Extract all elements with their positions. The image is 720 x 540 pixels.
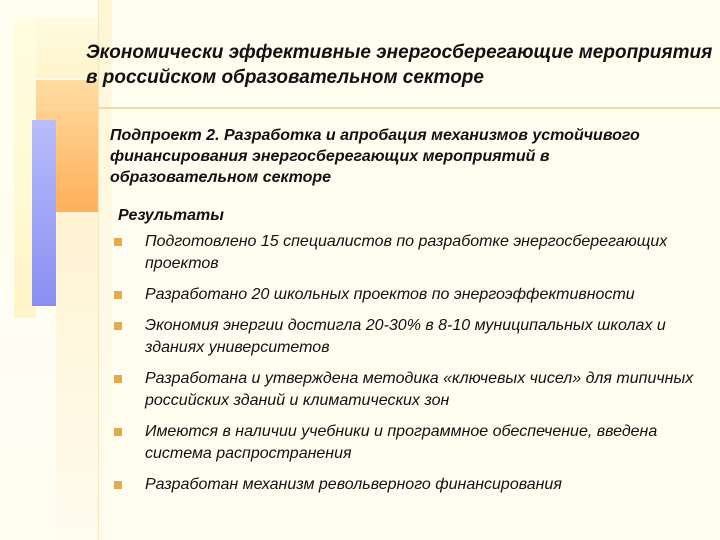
list-item-text: Имеются в наличии учебники и программное обеспечение, введена система распространения — [145, 423, 658, 462]
square-bullet-icon — [114, 481, 122, 489]
decorative-blue-bar — [32, 120, 56, 306]
list-item — [112, 368, 712, 412]
list-item — [112, 231, 712, 275]
list-item-text: Разработан механизм револьверного финансирования — [145, 476, 562, 493]
slide-title: Экономически эффективные энергосберегающие мероприятия в российском образовательном секторе — [86, 42, 713, 88]
results-list — [112, 231, 712, 505]
square-bullet-icon — [114, 238, 122, 246]
results-heading: Результаты — [118, 207, 224, 224]
square-bullet-icon — [114, 375, 122, 383]
slide-subtitle: Подпроект 2. Разработка и апробация механизмов устойчивого финансирования энергосберегающих мероприятий в образовательном секторе — [110, 127, 640, 186]
list-item — [112, 474, 712, 496]
list-item-text: Подготовлено 15 специалистов по разработке энергосберегающих проектов — [145, 233, 668, 272]
list-item-text: Экономия энергии достигла 20-30% в 8-10 муниципальных школах и зданиях университетов — [145, 317, 666, 356]
decorative-bar — [0, 300, 56, 540]
list-item — [112, 284, 712, 306]
square-bullet-icon — [114, 291, 122, 299]
square-bullet-icon — [114, 428, 122, 436]
square-bullet-icon — [114, 322, 122, 330]
list-item-text: Разработана и утверждена методика «ключевых чисел» для типичных российских зданий и климатических зон — [145, 370, 694, 409]
decorative-bar — [56, 212, 100, 540]
list-item — [112, 421, 712, 465]
title-divider — [36, 107, 720, 109]
list-item — [112, 315, 712, 359]
list-item-text: Разработано 20 школьных проектов по энергоэффективности — [145, 286, 635, 303]
